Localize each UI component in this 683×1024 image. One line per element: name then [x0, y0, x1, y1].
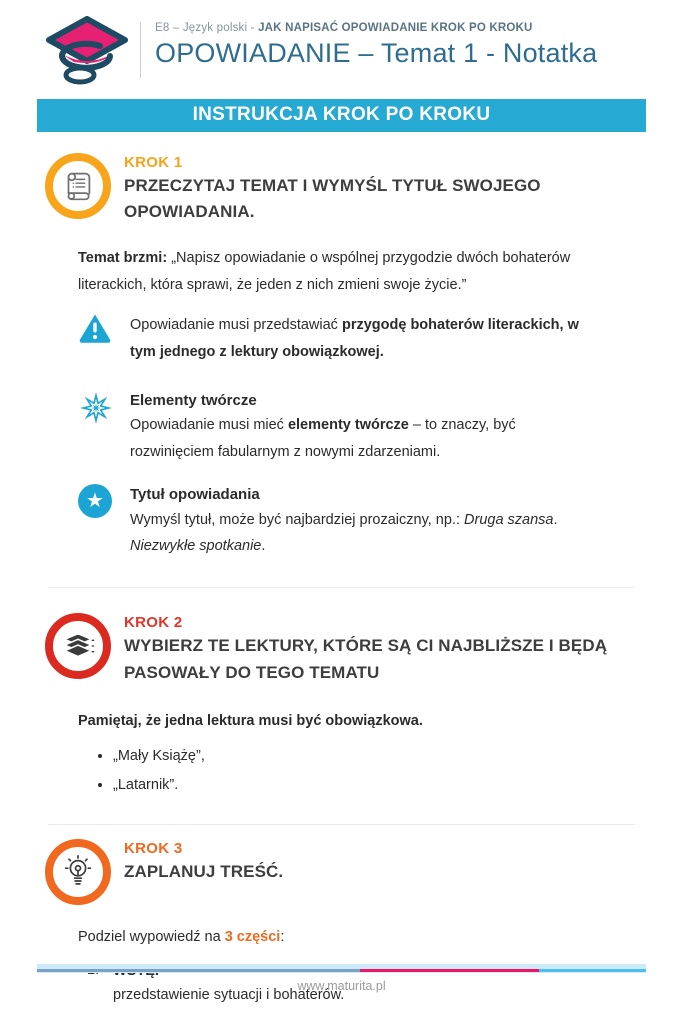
tytul-example-1: Druga szansa: [464, 511, 554, 528]
header-eyebrow: [155, 22, 597, 34]
books-icon: [59, 627, 97, 665]
tytul-pre: Wymyśl tytuł, może być najbardziej prozaiczny, np.:: [130, 511, 465, 528]
tworcze-bold: elementy twórcze: [287, 417, 409, 434]
section-krok-3: [0, 839, 683, 1003]
krok2-title: WYBIERZ TE LEKTURY, KTÓRE SĄ CI NAJBLIŻSZE I BĘDĄ PASOWAŁY DO TEGO TEMATU: [124, 636, 608, 682]
krok2-note: Pamiętaj, że jedna lektura musi być obowiązkowa.: [78, 712, 423, 729]
podziel-post: :: [280, 928, 285, 945]
tworcze-post: – to znaczy, być rozwinięciem fabularnym z nowymi zdarzeniami.: [130, 417, 516, 461]
warning-text: [130, 312, 585, 366]
krok3-label: KROK 3: [124, 839, 183, 857]
tworcze-pre: Opowiadanie musi mieć: [130, 417, 288, 434]
elementy-tworcze-heading: Elementy twórcze: [130, 391, 257, 409]
temat-text: „Napisz opowiadanie o wspólnej przygodzie dwóch bohaterów literackich, która sprawi, że jeden z nich zmieni swoje życie.”: [78, 249, 571, 293]
item-desc: przedstawienie sytuacji i bohaterów.: [113, 986, 345, 1003]
tytul-row: [78, 484, 638, 560]
section-divider-2: [48, 824, 635, 825]
tytul-example-2: Niezwykłe spotkanie: [130, 538, 262, 555]
elementy-tworcze-row: [78, 390, 638, 466]
footer-url[interactable]: www.maturita.pl: [297, 979, 386, 993]
maturita-logo-icon: [44, 16, 130, 88]
starburst-icon: [78, 390, 114, 431]
list-item: • „Latarnik”.: [113, 777, 638, 793]
krok1-label: KROK 1: [124, 154, 183, 171]
tytul-text: [130, 507, 585, 561]
warning-bold: przygodę bohaterów literackich, w tym jednego z lektury obowiązkowej.: [130, 317, 579, 361]
podziel-text: [78, 924, 638, 951]
eyebrow-prefix: E8 – Język polski -: [155, 22, 259, 34]
krok1-title: PRZECZYTAJ TEMAT I WYMYŚL TYTUŁ SWOJEGO OPOWIADANIA.: [124, 176, 541, 222]
header: [0, 0, 683, 88]
tytul-heading: Tytuł opowiadania: [130, 486, 260, 504]
footer-segment-pink: [360, 969, 540, 972]
temat-paragraph: [78, 245, 603, 299]
krok1-ring: [45, 153, 111, 219]
podziel-pre: Podziel wypowiedź na: [78, 928, 225, 945]
list-item: • „Mały Książę”,: [113, 748, 638, 764]
lektury-list: [113, 748, 638, 793]
section-divider-1: [48, 587, 635, 588]
instruction-banner: INSTRUKCJA KROK PO KROKU: [37, 99, 646, 132]
footer-line: [37, 969, 646, 972]
krok2-ring: [45, 613, 111, 679]
lightbulb-icon: [59, 853, 97, 891]
krok3-title: ZAPLANUJ TREŚĆ.: [124, 861, 284, 881]
tytul-end: .: [261, 538, 266, 555]
krok2-label: KROK 2: [124, 614, 183, 632]
eyebrow-bold: JAK NAPISAĆ OPOWIADANIE KROK PO KROKU: [258, 22, 533, 34]
scroll-icon: [59, 167, 97, 205]
footer-segment-cyan: [539, 969, 646, 972]
tytul-sep: .: [553, 511, 558, 528]
krok3-ring: [45, 839, 111, 905]
temat-label: Temat brzmi:: [78, 249, 168, 266]
section-krok-1: [0, 153, 683, 560]
footer-segment-blue: [37, 969, 360, 972]
warning-row: [78, 312, 638, 366]
section-krok-2: [0, 613, 683, 793]
page-title: OPOWIADANIE – Temat 1 - Notatka: [155, 38, 598, 68]
warning-icon: [78, 312, 114, 350]
footer-bar: [37, 964, 646, 973]
star-circle-icon: [78, 484, 114, 518]
star-glyph: ★: [86, 489, 104, 512]
header-divider: [140, 22, 141, 78]
warning-normal: Opowiadanie musi przedstawiać: [130, 317, 342, 334]
elementy-tworcze-text: [130, 412, 585, 466]
podziel-highlight: 3 części: [224, 928, 281, 945]
